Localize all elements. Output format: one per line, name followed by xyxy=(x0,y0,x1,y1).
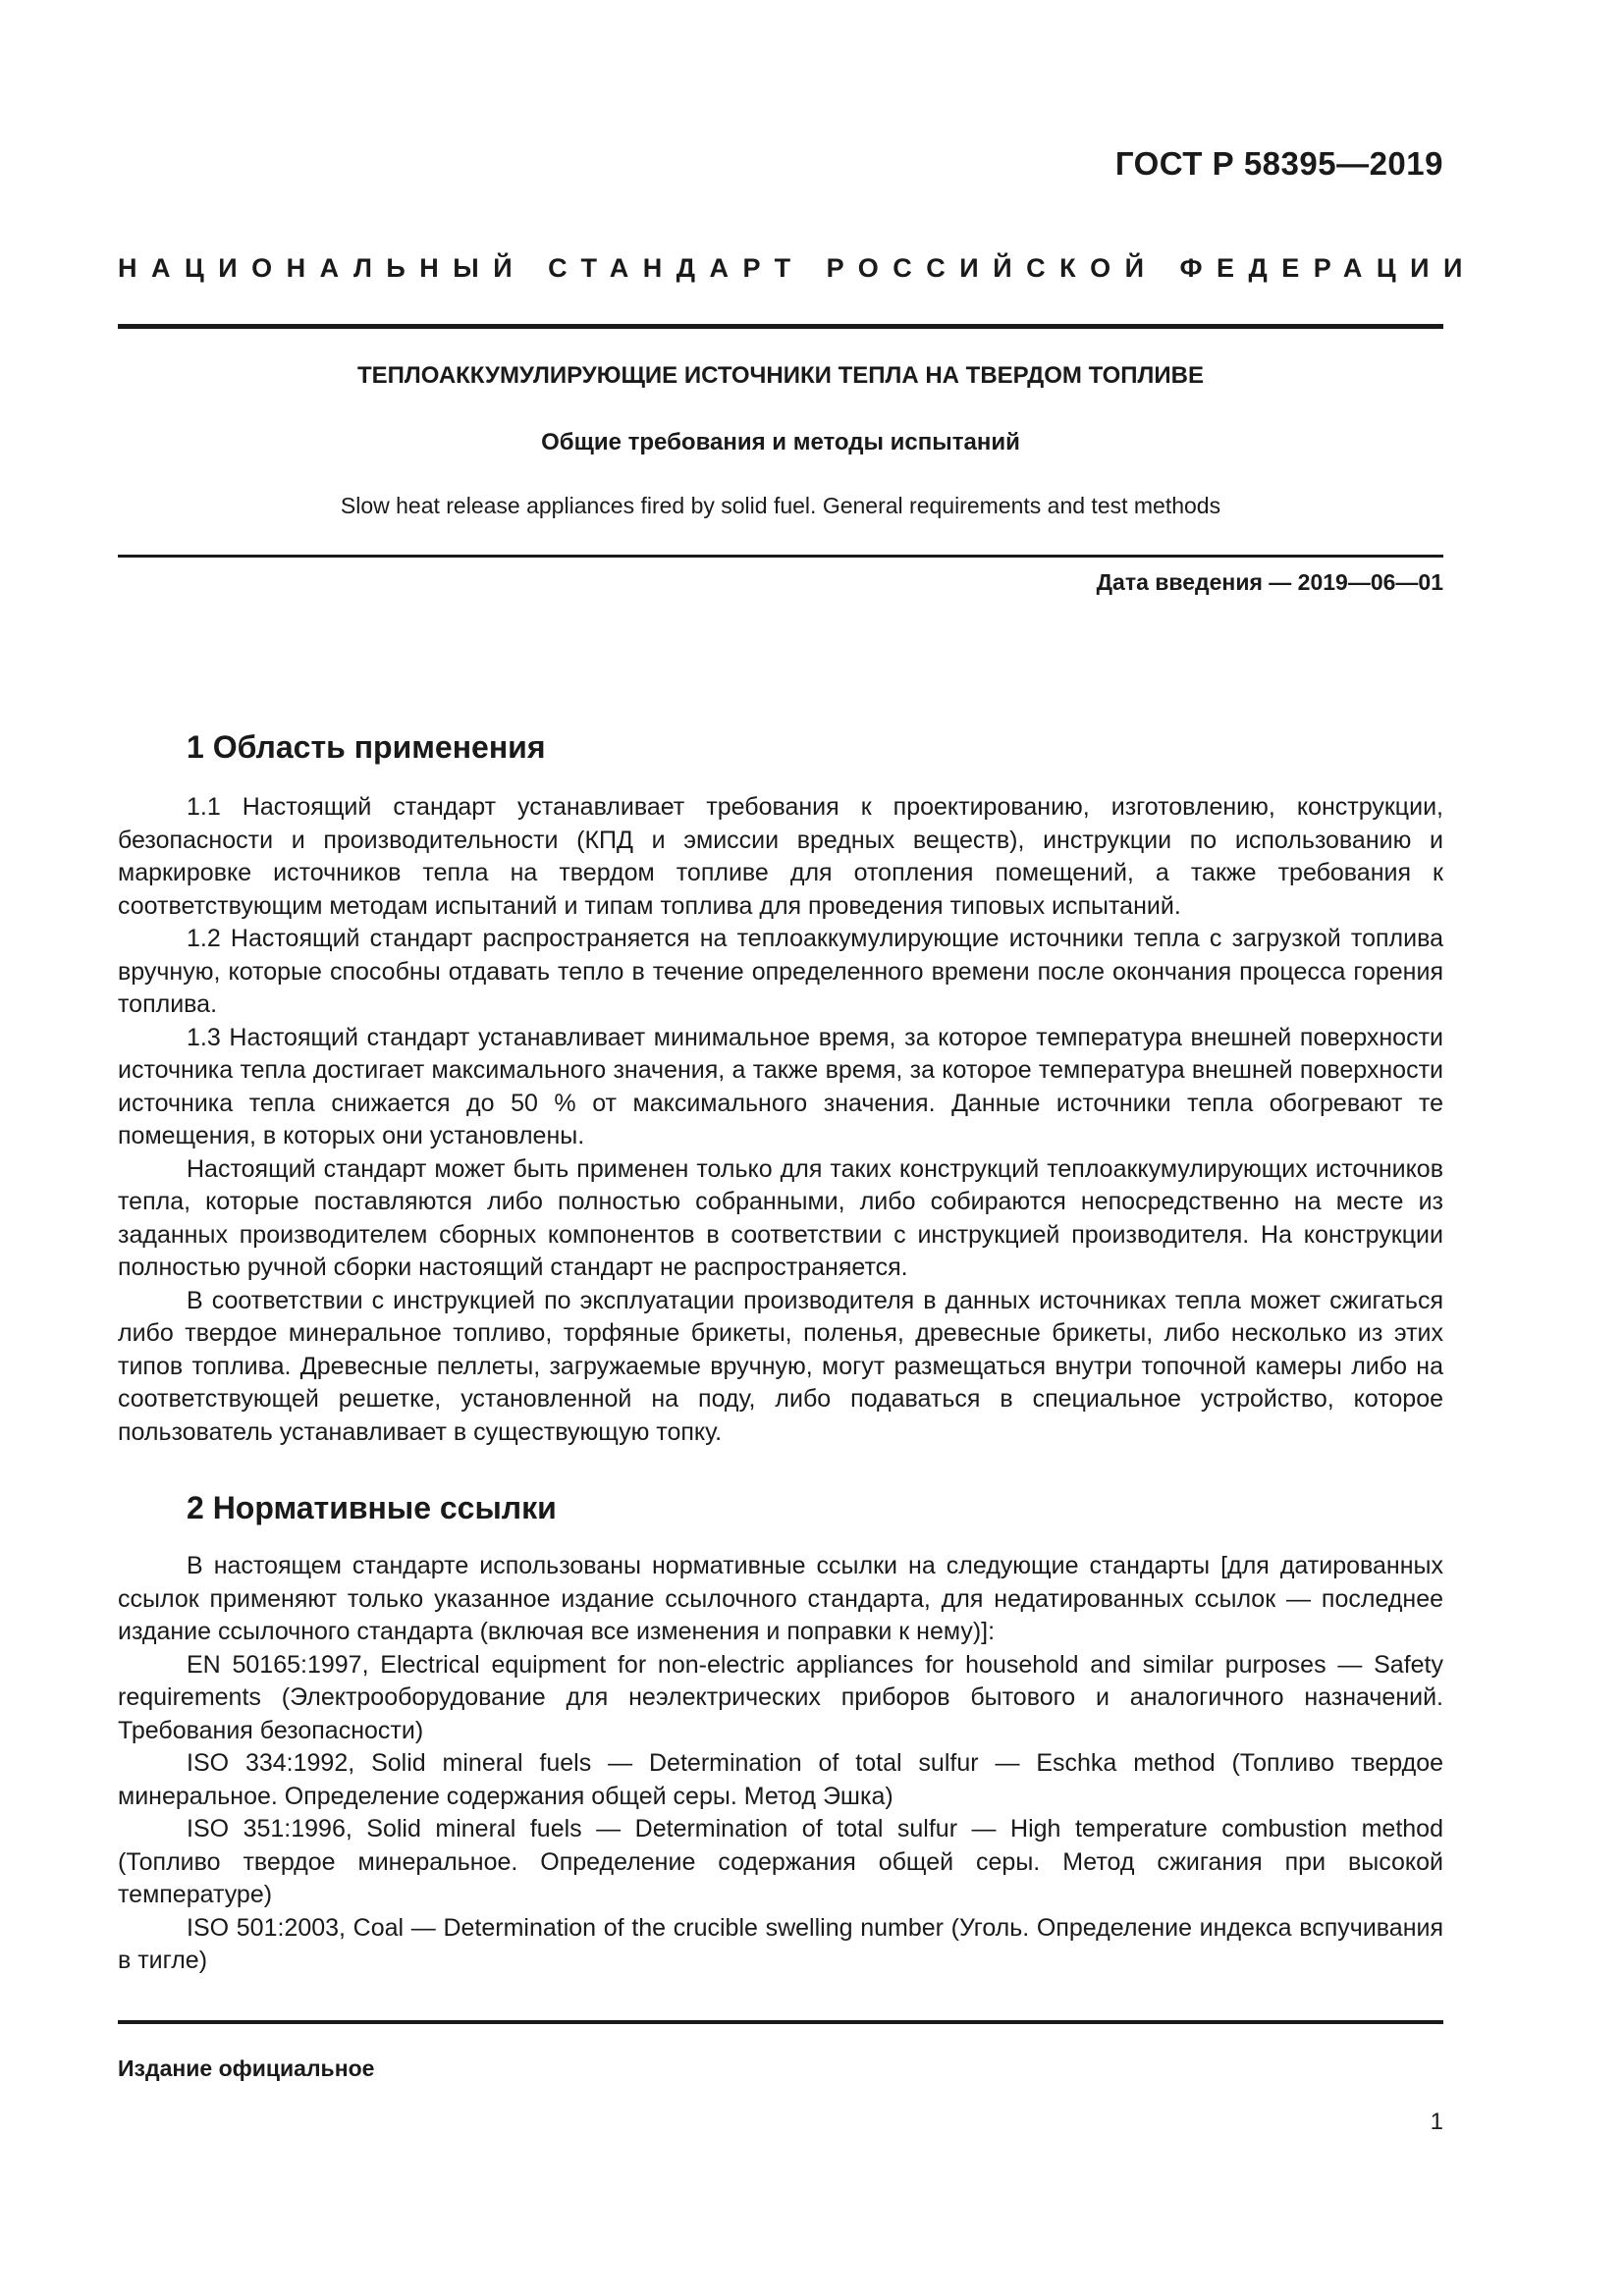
footer-rule xyxy=(118,2020,1443,2024)
standard-number: ГОСТ Р 58395—2019 xyxy=(1114,145,1443,182)
national-standard-heading: НАЦИОНАЛЬНЫЙ СТАНДАРТ РОССИЙСКОЙ ФЕДЕРАЦИИ xyxy=(118,253,1477,283)
section-1-heading: 1 Область применения xyxy=(187,729,546,765)
reference-item: ISO 501:2003, Coal — Determination of the crucible swelling number (Уголь. Определение индекса вспучивания в тигле) xyxy=(118,1913,1443,1974)
document-subtitle: Общие требования и методы испытаний xyxy=(541,429,1020,455)
section-1-body xyxy=(118,791,1443,1449)
reference-item: ISO 334:1992, Solid mineral fuels — Determination of total sulfur — Eschka method (Топливо твердое минеральное. Определение содержания общей серы. Метод Эшка) xyxy=(118,1749,1443,1810)
section-2-body xyxy=(118,1550,1443,1978)
page-number: 1 xyxy=(1430,2109,1443,2135)
section-1-paragraph: 1.1 Настоящий стандарт устанавливает требования к проектированию, изготовлению, конструкции, безопасности и производительности (КПД и эмиссии вредных веществ), инструкции по использованию и маркировке источников тепла на твердом топливе для отопления помещений, а также требования к соответствующим методам испытаний и типам топлива для проведения типовых испытаний. xyxy=(118,793,1443,920)
title-rule xyxy=(118,555,1443,558)
section-1-paragraph: Настоящий стандарт может быть применен только для таких конструкций теплоаккумулирующих источников тепла, которые поставляются либо полностью собранными, либо собираются непосредственно на месте из заданных производителем сборных компонентов в соответствии с инструкцией производителя. На конструкции полностью ручной сборки настоящий стандарт не распространяется. xyxy=(118,1154,1443,1281)
reference-item: EN 50165:1997, Electrical equipment for non-electric appliances for household and similar purposes — Safety requirements (Электрооборудование для неэлектрических приборов бытового и аналогичного назначений. Требования безопасности) xyxy=(118,1650,1443,1744)
edition-note: Издание официальное xyxy=(118,2056,375,2081)
section-2-paragraph: В настоящем стандарте использованы нормативные ссылки на следующие стандарты [для датированных ссылок применяют только указанное издание ссылочного стандарта, для недатированных ссылок — последнее издание ссылочного стандарта (включая все изменения и поправки к нему)]: xyxy=(118,1552,1443,1645)
section-2-heading: 2 Нормативные ссылки xyxy=(187,1490,557,1525)
reference-item: ISO 351:1996, Solid mineral fuels — Determination of total sulfur — High temperature combustion method (Топливо твердое минеральное. Определение содержания общей серы. Метод сжигания при высокой температуре) xyxy=(118,1815,1443,1908)
section-1-paragraph: В соответствии с инструкцией по эксплуатации производителя в данных источниках тепла может сжигаться либо твердое минеральное топливо, торфяные брикеты, поленья, древесные брикеты, либо несколько из этих типов топлива. Древесные пеллеты, загружаемые вручную, могут размещаться внутри топочной камеры либо на соответствующей решетке, установленной на поду, либо подаваться в специальное устройство, которое пользователь устанавливает в существующую топку. xyxy=(118,1286,1443,1446)
document-title-english: Slow heat release appliances fired by solid fuel. General requirements and test methods xyxy=(340,493,1221,518)
header-rule xyxy=(118,324,1443,329)
document-page xyxy=(118,0,1477,2296)
document-title: ТЕПЛОАККУМУЛИРУЮЩИЕ ИСТОЧНИКИ ТЕПЛА НА ТВЕРДОМ ТОПЛИВЕ xyxy=(357,362,1204,389)
introduction-date: Дата введения — 2019—06—01 xyxy=(1096,569,1443,595)
section-1-paragraph: 1.3 Настоящий стандарт устанавливает минимальное время, за которое температура внешней поверхности источника тепла достигает максимального значения, а также время, за которое температура внешней поверхности источника тепла снижается до 50 % от максимального значения. Данные источники тепла обогревают те помещения, в которых они установлены. xyxy=(118,1023,1443,1149)
section-1-paragraph: 1.2 Настоящий стандарт распространяется на теплоаккумулирующие источники тепла с загрузкой топлива вручную, которые способны отдавать тепло в течение определенного времени после окончания процесса горения топлива. xyxy=(118,925,1443,1018)
